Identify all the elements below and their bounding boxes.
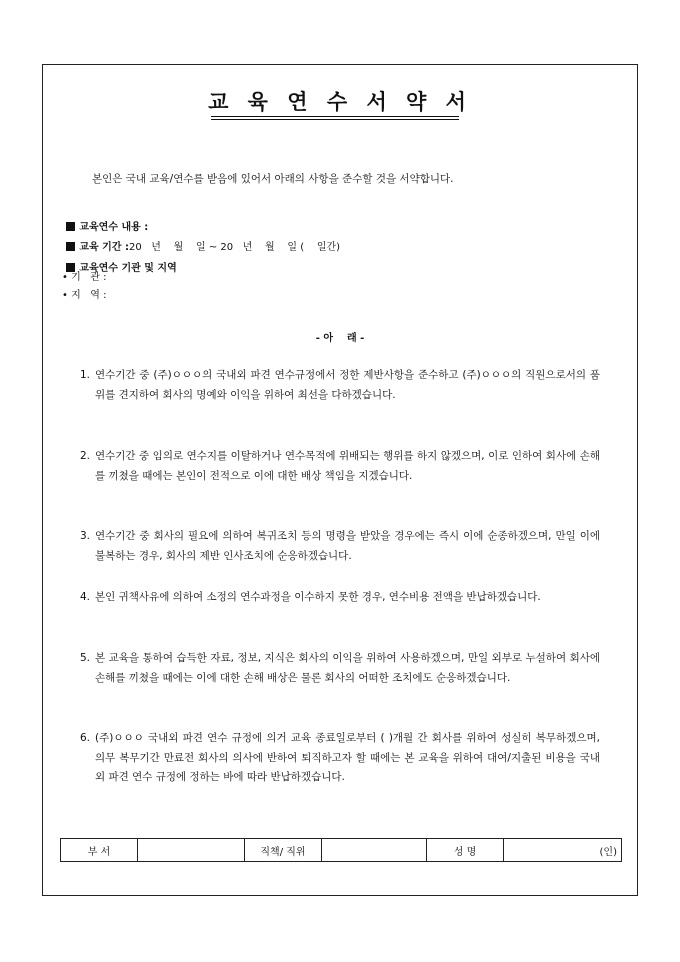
period-label: 교육 기간 : — [79, 242, 129, 253]
intro-text: 본인은 국내 교육/연수를 받음에 있어서 아래의 사항을 준수할 것을 서약합니다. — [92, 173, 454, 185]
dept-label: 부 서 — [61, 839, 138, 862]
list-item — [80, 366, 600, 405]
item-text: 연수기간 중 임의로 연수지를 이탈하거나 연수목적에 위배되는 행위를 하지 않겠으며, 이로 인하여 회사에 손해를 끼쳤을 때에는 본인이 전적으로 이에 대한 배상 책임을 지겠습니다. — [95, 450, 600, 482]
item-text: (주)ㅇㅇㅇ 국내외 파견 연수 규정에 의거 교육 종료일로부터 ( )개월 간 회사를 위하여 성실히 복무하겠으며, 의무 복무기간 만료전 회사의 의사에 반하여 퇴직하고자 할 때에는 본 교육을 위하여 대여/지출된 비용을 국내외 파견 연수 규정에 정하는 바에 따라 반납하겠습니다. — [95, 732, 600, 783]
item-number: 6. — [80, 732, 91, 744]
item-number: 4. — [80, 591, 91, 603]
list-item — [80, 649, 600, 688]
item-text: 연수기간 중 회사의 필요에 의하여 복귀조치 등의 명령을 받았을 경우에는 즉시 이에 순종하겠으며, 만일 이에 불복하는 경우, 회사의 제반 인사조치에 순응하겠습니다. — [95, 530, 600, 562]
item-text: 본 교육을 통하여 습득한 자료, 정보, 지식은 회사의 이익을 위하여 사용하겠으며, 만일 외부로 누설하여 회사에 손해를 끼쳤을 때에는 이에 대한 손해 배상은 물론 회사의 어떠한 조치에도 순응하겠습니다. — [95, 652, 600, 684]
item-text: 본인 귀책사유에 의하여 소정의 연수과정을 이수하지 못한 경우, 연수비용 전액을 반납하겠습니다. — [95, 591, 541, 603]
item-text: 연수기간 중 (주)ㅇㅇㅇ의 국내외 파견 연수규정에서 정한 제반사항을 준수하고 (주)ㅇㅇㅇ의 직원으로서의 품위를 견지하여 회사의 명예와 이익을 위하여 최선을 다하겠습니다. — [95, 369, 600, 401]
location-label: 교육연수 기관 및 지역 — [79, 263, 177, 274]
title-underline-double — [211, 119, 459, 120]
item-number: 2. — [80, 450, 91, 462]
institution-field: • 기 관 : — [62, 272, 107, 283]
region-field: • 지 역 : — [62, 290, 107, 301]
list-item — [80, 729, 600, 788]
name-field[interactable] — [504, 839, 622, 862]
item-number: 1. — [80, 369, 91, 381]
dept-field[interactable] — [138, 839, 245, 862]
title-underline — [211, 116, 459, 117]
section-heading: - 아 래 - — [315, 333, 365, 344]
document-title: 교 육 연 수 서 약 서 — [208, 89, 472, 114]
item-number: 3. — [80, 530, 91, 542]
name-label: 성 명 — [427, 839, 504, 862]
list-item — [80, 588, 600, 608]
list-item — [80, 527, 600, 566]
period-value: 20 년 월 일 ~ 20 년 월 일 ( 일간) — [128, 242, 341, 253]
content-label: 교육연수 내용 : — [79, 222, 149, 233]
item-number: 5. — [80, 652, 91, 664]
seal-mark: (인) — [599, 846, 617, 858]
signature-table — [60, 838, 622, 862]
position-field[interactable] — [322, 839, 427, 862]
position-label: 직책/ 직위 — [245, 839, 322, 862]
list-item — [80, 447, 600, 486]
